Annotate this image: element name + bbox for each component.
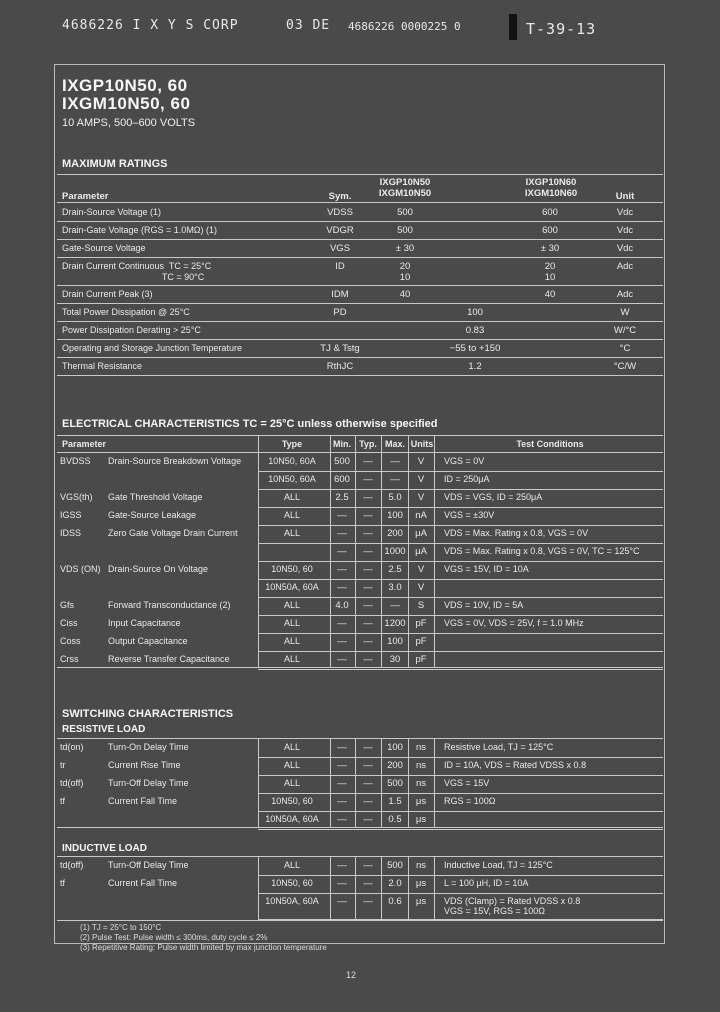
max-param: Drain-Gate Voltage (RGS = 1.0MΩ) (1) xyxy=(62,225,218,235)
row-type: 10N50A, 60A xyxy=(265,896,319,906)
row-typ: — xyxy=(363,510,373,521)
row-line xyxy=(57,435,663,436)
max-merged: 0.83 xyxy=(465,325,485,336)
row-line xyxy=(258,875,663,876)
row-min: — xyxy=(337,546,347,557)
col-line xyxy=(258,738,259,827)
row-symbol: VDS (ON) xyxy=(60,564,101,574)
max-col-b: IXGP10N60 IXGM10N60 xyxy=(524,177,578,199)
elec-heading: ELECTRICAL CHARACTERISTICS TC = 25°C unless otherwise specified xyxy=(62,418,438,430)
max-param: Thermal Resistance xyxy=(62,361,143,371)
row-min: — xyxy=(337,636,347,647)
row-symbol: BVDSS xyxy=(60,456,91,466)
row-line xyxy=(57,321,663,322)
row-line xyxy=(258,669,663,670)
max-unit: °C/W xyxy=(613,361,637,372)
row-unit: S xyxy=(417,600,425,611)
row-max: 0.6 xyxy=(388,896,402,907)
row-line xyxy=(57,285,663,286)
row-min: — xyxy=(337,618,347,629)
row-line xyxy=(258,633,663,634)
elec-col-1: Type xyxy=(281,439,303,449)
row-min: — xyxy=(337,654,347,665)
row-typ: — xyxy=(363,742,373,753)
max-sym: RthJC xyxy=(326,361,354,372)
row-line xyxy=(57,257,663,258)
row-conditions: ID = 10A, VDS = Rated VDSS x 0.8 xyxy=(444,760,587,770)
row-type: 10N50A, 60A xyxy=(265,582,319,592)
max-param: Gate-Source Voltage xyxy=(62,243,146,253)
row-type: 10N50, 60A xyxy=(268,456,316,466)
row-unit: V xyxy=(417,582,425,593)
row-max: 200 xyxy=(387,760,403,771)
row-line xyxy=(258,561,663,562)
row-min: — xyxy=(337,878,347,889)
row-symbol: tf xyxy=(60,878,66,888)
row-symbol: td(off) xyxy=(60,860,84,870)
max-val-b: 20 10 xyxy=(544,261,556,283)
row-name: Turn-Off Delay Time xyxy=(108,860,189,870)
max-val-a: 500 xyxy=(397,207,413,218)
row-symbol: IGSS xyxy=(60,510,82,520)
inductive-heading: INDUCTIVE LOAD xyxy=(62,843,147,854)
row-name: Input Capacitance xyxy=(108,618,181,628)
row-typ: — xyxy=(363,878,373,889)
row-typ: — xyxy=(363,474,373,485)
switching-heading: SWITCHING CHARACTERISTICS xyxy=(62,708,234,720)
row-max: — xyxy=(390,474,400,485)
row-line xyxy=(57,239,663,240)
row-min: 600 xyxy=(334,474,350,485)
max-unit: W/°C xyxy=(613,325,637,336)
row-min: — xyxy=(337,778,347,789)
row-line xyxy=(57,202,663,203)
row-conditions: VDS = VGS, ID = 250μA xyxy=(444,492,543,502)
max-val-b: 600 xyxy=(542,225,558,236)
max-val-a: 20 10 xyxy=(399,261,411,283)
row-max: 100 xyxy=(387,742,403,753)
row-name: Drain-Source On Voltage xyxy=(108,564,209,574)
max-val-b: 40 xyxy=(544,289,556,300)
row-typ: — xyxy=(363,618,373,629)
row-max: 1000 xyxy=(384,546,406,557)
row-symbol: Crss xyxy=(60,654,79,664)
row-unit: ns xyxy=(415,860,427,871)
header-left: 4686226 I X Y S CORP xyxy=(62,18,239,33)
row-typ: — xyxy=(363,600,373,611)
row-unit: μs xyxy=(415,878,427,889)
row-typ: — xyxy=(363,582,373,593)
row-type: 10N50A, 60A xyxy=(265,814,319,824)
row-unit: nA xyxy=(415,510,427,521)
row-symbol: tr xyxy=(60,760,66,770)
row-conditions: Resistive Load, TJ = 125°C xyxy=(444,742,554,752)
row-type: ALL xyxy=(283,510,300,520)
row-type: ALL xyxy=(283,528,300,538)
elec-col-4: Max. xyxy=(384,439,405,449)
row-line xyxy=(57,667,663,668)
max-val-a: 500 xyxy=(397,225,413,236)
max-param: Total Power Dissipation @ 25°C xyxy=(62,307,190,317)
row-name: Drain-Source Breakdown Voltage xyxy=(108,456,242,466)
row-max: 1.5 xyxy=(388,796,402,807)
row-type: ALL xyxy=(283,636,300,646)
row-min: 2.5 xyxy=(335,492,349,503)
max-unit: Vdc xyxy=(616,207,634,218)
row-name: Reverse Transfer Capacitance xyxy=(108,654,230,664)
row-type: ALL xyxy=(283,654,300,664)
row-name: Forward Transconductance (2) xyxy=(108,600,231,610)
row-conditions: ID = 250μA xyxy=(444,474,490,484)
row-line xyxy=(258,579,663,580)
row-line xyxy=(57,452,663,453)
row-line xyxy=(258,811,663,812)
row-type: ALL xyxy=(283,600,300,610)
row-min: — xyxy=(337,796,347,807)
max-col-sym: Sym. xyxy=(328,191,352,202)
row-symbol: Coss xyxy=(60,636,81,646)
row-max: — xyxy=(390,600,400,611)
row-line xyxy=(258,757,663,758)
row-type: ALL xyxy=(283,760,300,770)
row-line xyxy=(258,507,663,508)
row-typ: — xyxy=(363,546,373,557)
row-line xyxy=(258,615,663,616)
max-sym: TJ & Tstg xyxy=(320,343,360,354)
row-unit: pF xyxy=(415,618,427,629)
row-typ: — xyxy=(363,896,373,907)
row-symbol: VGS(th) xyxy=(60,492,93,502)
row-min: — xyxy=(337,582,347,593)
row-name: Gate-Source Leakage xyxy=(108,510,197,520)
row-symbol: Gfs xyxy=(60,600,75,610)
elec-col-6: Test Conditions xyxy=(516,439,584,449)
row-max: 1200 xyxy=(384,618,406,629)
footnote-3: (3) Repetitive Rating: Pulse width limited by max junction temperature xyxy=(80,943,327,952)
elec-col-2: Min. xyxy=(333,439,351,449)
row-max: 500 xyxy=(387,860,403,871)
row-unit: μs xyxy=(415,896,427,907)
row-symbol: td(on) xyxy=(60,742,84,752)
max-param: Drain Current Continuous TC = 25°C TC = 90°C xyxy=(62,261,212,282)
row-unit: pF xyxy=(415,636,427,647)
row-conditions: VDS = Max. Rating x 0.8, VGS = 0V, TC = 125°C xyxy=(444,546,640,556)
resistive-heading: RESISTIVE LOAD xyxy=(62,724,146,735)
row-name: Output Capacitance xyxy=(108,636,188,646)
max-merged: −55 to +150 xyxy=(449,343,501,354)
max-unit: Adc xyxy=(616,261,634,272)
row-type: ALL xyxy=(283,492,300,502)
row-min: — xyxy=(337,814,347,825)
row-line xyxy=(57,738,663,739)
row-symbol: td(off) xyxy=(60,778,84,788)
row-line xyxy=(57,827,663,828)
row-min: — xyxy=(337,510,347,521)
row-typ: — xyxy=(363,796,373,807)
row-type: ALL xyxy=(283,860,300,870)
title-line1: IXGP10N50, 60 xyxy=(62,76,188,95)
max-val-a: ± 30 xyxy=(395,243,415,254)
title-line2: IXGM10N50, 60 xyxy=(62,94,191,113)
max-val-b: 600 xyxy=(542,207,558,218)
max-unit: Vdc xyxy=(616,243,634,254)
row-typ: — xyxy=(363,654,373,665)
row-line xyxy=(258,597,663,598)
max-val-a: 40 xyxy=(399,289,411,300)
row-max: 2.5 xyxy=(388,564,402,575)
max-sym: PD xyxy=(333,307,347,318)
row-unit: μA xyxy=(415,528,427,539)
row-unit: ns xyxy=(415,778,427,789)
row-name: Current Fall Time xyxy=(108,878,178,888)
row-conditions: VGS = 15V xyxy=(444,778,490,788)
row-unit: μs xyxy=(415,796,427,807)
max-unit: W xyxy=(620,307,630,318)
printer-mark xyxy=(509,14,517,40)
row-max: 200 xyxy=(387,528,403,539)
row-min: — xyxy=(337,564,347,575)
footnote-2: (2) Pulse Test: Pulse width ≤ 300ms, duty cycle ≤ 2% xyxy=(80,933,268,942)
row-max: 100 xyxy=(387,510,403,521)
row-name: Turn-On Delay Time xyxy=(108,742,189,752)
col-line xyxy=(434,856,435,920)
row-min: — xyxy=(337,528,347,539)
col-line xyxy=(434,738,435,827)
row-max: 500 xyxy=(387,778,403,789)
max-top-line xyxy=(57,174,663,175)
row-unit: μs xyxy=(415,814,427,825)
row-conditions: VGS = ±30V xyxy=(444,510,495,520)
max-param: Power Dissipation Derating > 25°C xyxy=(62,325,201,335)
max-sym: ID xyxy=(335,261,345,272)
row-conditions: VDS = 10V, ID = 5A xyxy=(444,600,524,610)
row-line xyxy=(258,471,663,472)
max-col-param: Parameter xyxy=(62,191,109,202)
row-line xyxy=(258,525,663,526)
row-typ: — xyxy=(363,456,373,467)
max-unit: °C xyxy=(619,343,631,354)
row-line xyxy=(258,489,663,490)
header-code: 4686226 0000225 0 xyxy=(348,20,461,33)
row-name: Zero Gate Voltage Drain Current xyxy=(108,528,238,538)
row-max: 3.0 xyxy=(388,582,402,593)
row-line xyxy=(57,856,663,857)
row-min: — xyxy=(337,896,347,907)
row-line xyxy=(57,221,663,222)
row-max: 0.5 xyxy=(388,814,402,825)
footnote-1: (1) TJ = 25°C to 150°C xyxy=(80,923,162,932)
row-typ: — xyxy=(363,492,373,503)
max-sym: IDM xyxy=(331,289,349,300)
row-conditions: VGS = 0V, VDS = 25V, f = 1.0 MHz xyxy=(444,618,584,628)
row-typ: — xyxy=(363,778,373,789)
row-max: 100 xyxy=(387,636,403,647)
row-name: Current Rise Time xyxy=(108,760,181,770)
row-name: Turn-Off Delay Time xyxy=(108,778,189,788)
row-type: 10N50, 60 xyxy=(271,564,313,574)
row-max: 30 xyxy=(389,654,401,665)
row-conditions: VDS = Max. Rating x 0.8, VGS = 0V xyxy=(444,528,589,538)
max-param: Drain Current Peak (3) xyxy=(62,289,153,299)
row-line xyxy=(57,357,663,358)
row-line xyxy=(57,375,663,376)
elec-col-0: Parameter xyxy=(62,439,107,449)
row-min: 4.0 xyxy=(335,600,349,611)
max-col-unit: Unit xyxy=(615,191,635,202)
header-right: T-39-13 xyxy=(526,20,597,38)
max-col-a: IXGP10N50 IXGM10N50 xyxy=(378,177,432,199)
row-max: 5.0 xyxy=(388,492,402,503)
row-type: ALL xyxy=(283,742,300,752)
max-unit: Adc xyxy=(616,289,634,300)
max-ratings-heading: MAXIMUM RATINGS xyxy=(62,158,168,170)
row-typ: — xyxy=(363,760,373,771)
row-symbol: tf xyxy=(60,796,66,806)
row-type: 10N50, 60 xyxy=(271,796,313,806)
col-line xyxy=(258,856,259,920)
row-conditions: VGS = 15V, ID = 10A xyxy=(444,564,529,574)
row-min: 500 xyxy=(334,456,350,467)
row-unit: V xyxy=(417,474,425,485)
max-val-b: ± 30 xyxy=(540,243,560,254)
subtitle: 10 AMPS, 500–600 VOLTS xyxy=(62,117,196,129)
row-conditions: VDS (Clamp) = Rated VDSS x 0.8 VGS = 15V, RGS = 100Ω xyxy=(444,896,581,916)
row-max: 2.0 xyxy=(388,878,402,889)
row-line xyxy=(57,339,663,340)
elec-col-5: Units xyxy=(410,439,434,449)
max-param: Operating and Storage Junction Temperature xyxy=(62,343,242,353)
row-line xyxy=(57,303,663,304)
row-line xyxy=(258,651,663,652)
row-line xyxy=(57,920,663,921)
row-unit: V xyxy=(417,492,425,503)
row-min: — xyxy=(337,760,347,771)
row-conditions: Inductive Load, TJ = 125°C xyxy=(444,860,553,870)
row-symbol: IDSS xyxy=(60,528,82,538)
max-merged: 100 xyxy=(467,307,483,318)
header-mid: 03 DE xyxy=(286,18,331,33)
row-type: ALL xyxy=(283,618,300,628)
row-conditions: VGS = 0V xyxy=(444,456,485,466)
row-line xyxy=(258,893,663,894)
row-typ: — xyxy=(363,860,373,871)
row-type: ALL xyxy=(283,778,300,788)
row-typ: — xyxy=(363,528,373,539)
row-name: Gate Threshold Voltage xyxy=(108,492,203,502)
row-typ: — xyxy=(363,636,373,647)
row-max: — xyxy=(390,456,400,467)
row-line xyxy=(258,775,663,776)
row-symbol: Ciss xyxy=(60,618,78,628)
max-unit: Vdc xyxy=(616,225,634,236)
max-sym: VGS xyxy=(329,243,351,254)
elec-col-3: Typ. xyxy=(359,439,377,449)
row-line xyxy=(258,793,663,794)
max-param: Drain-Source Voltage (1) xyxy=(62,207,162,217)
row-unit: V xyxy=(417,564,425,575)
row-line xyxy=(258,543,663,544)
max-merged: 1.2 xyxy=(468,361,482,372)
row-typ: — xyxy=(363,564,373,575)
row-conditions: RGS = 100Ω xyxy=(444,796,496,806)
row-unit: pF xyxy=(415,654,427,665)
row-unit: μA xyxy=(415,546,427,557)
row-unit: V xyxy=(417,456,425,467)
row-conditions: L = 100 μH, ID = 10A xyxy=(444,878,529,888)
max-sym: VDSS xyxy=(327,207,353,218)
row-type: 10N50, 60 xyxy=(271,878,313,888)
row-line xyxy=(258,829,663,830)
page-number: 12 xyxy=(346,970,357,980)
row-typ: — xyxy=(363,814,373,825)
max-sym: VDGR xyxy=(326,225,354,236)
row-min: — xyxy=(337,742,347,753)
row-unit: ns xyxy=(415,760,427,771)
row-name: Current Fall Time xyxy=(108,796,178,806)
row-unit: ns xyxy=(415,742,427,753)
row-min: — xyxy=(337,860,347,871)
row-type: 10N50, 60A xyxy=(268,474,316,484)
